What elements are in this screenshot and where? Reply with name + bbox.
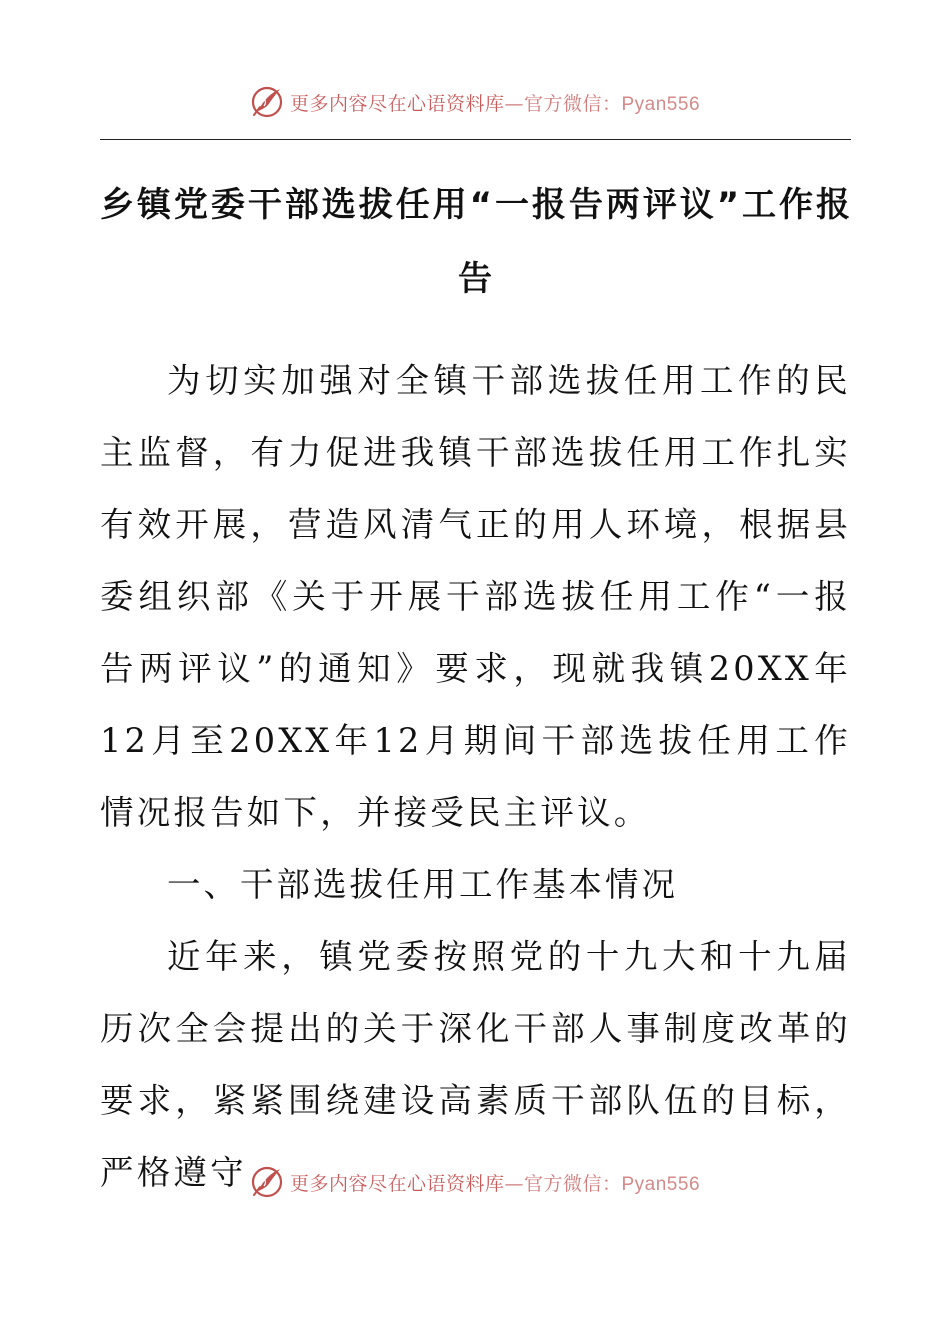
quill-logo-icon	[250, 85, 284, 119]
banner-brand-text: 更多内容尽在心语资料库	[289, 92, 505, 115]
banner-wechat-label: 官方微信：	[523, 92, 622, 115]
header-banner	[0, 82, 950, 122]
document-title-line-1: 乡镇党委干部选拔任用“一报告两评议”工作报	[100, 185, 851, 225]
banner-separator: —	[504, 92, 524, 115]
banner-separator: —	[504, 1172, 524, 1195]
section-heading-1: 一、干部选拔任用工作基本情况	[167, 865, 678, 904]
banner-text	[290, 1169, 700, 1196]
document-body	[100, 345, 851, 1209]
banner-text	[290, 89, 700, 116]
banner-wechat-label: 官方微信：	[523, 1172, 622, 1195]
body-paragraph-2: 近年来，镇党委按照党的十九大和十九届历次全会提出的关于深化干部人事制度改革的要求，紧紧围绕建设高素质干部队伍的目标，严格遵守	[100, 937, 851, 1192]
footer-banner	[0, 1162, 950, 1202]
document-title-line-2: 告	[458, 259, 493, 299]
banner-wechat-account: Pyan556	[621, 93, 701, 115]
document-title	[100, 185, 851, 299]
banner-wechat-account: Pyan556	[621, 1173, 701, 1195]
banner-brand-text: 更多内容尽在心语资料库	[289, 1172, 505, 1195]
quill-logo-icon	[250, 1165, 284, 1199]
body-paragraph-1: 为切实加强对全镇干部选拔任用工作的民主监督，有力促进我镇干部选拔任用工作扎实有效开展，营造风清气正的用人环境，根据县委组织部《关于开展干部选拔任用工作“一报告两评议”的通知》要求，现就我镇20XX年12月至20XX年12月期间干部选拔任用工作情况报告如下，并接受民主评议。	[100, 361, 851, 832]
header-divider	[100, 139, 851, 140]
